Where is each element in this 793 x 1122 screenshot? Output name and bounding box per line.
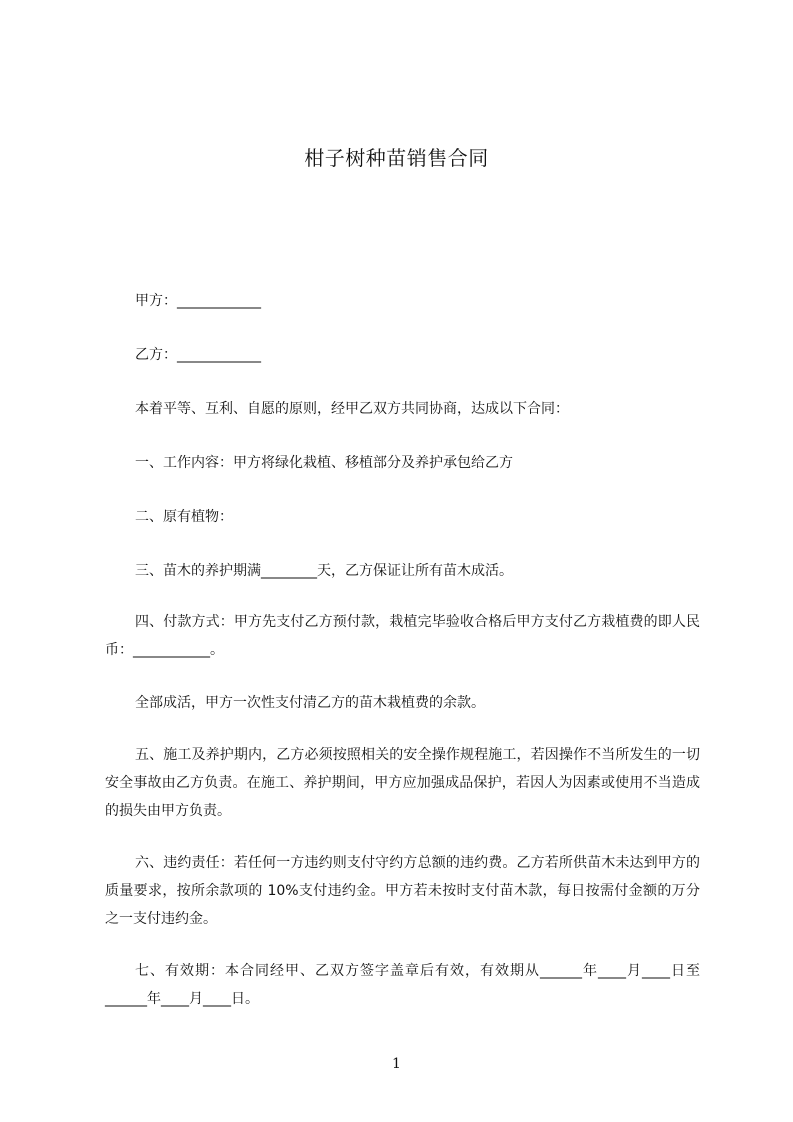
clause-1-paragraph: 一、工作内容：甲方将绿化栽植、移植部分及养护承包给乙方 [135, 455, 513, 471]
preamble-paragraph: 本着平等、互利、自愿的原则，经甲乙双方共同协商，达成以下合同： [135, 401, 569, 417]
party-b-line: 乙方：____________ [135, 347, 261, 363]
clause-3-paragraph: 三、苗木的养护期满________天，乙方保证让所有苗木成活。 [135, 563, 513, 579]
document-title: 柑子树种苗销售合同 [304, 146, 489, 170]
party-a-line: 甲方：____________ [135, 293, 261, 309]
clause-2-paragraph: 二、原有植物： [135, 509, 233, 525]
clause-4-paragraph: 四、付款方式：甲方先支付乙方预付款，栽植完毕验收合格后甲方支付乙方栽植费的即人民币：___________。 [105, 614, 700, 658]
clause-5-paragraph: 五、施工及养护期内，乙方必须按照相关的安全操作规程施工，若因操作不当所发生的一切安全事故由乙方负责。在施工、养护期间，甲方应加强成品保护，若因人为因素或使用不当造成的损失由甲方负责。 [105, 747, 700, 819]
page-number: 1 [392, 1056, 401, 1072]
clause-6-paragraph: 六、违约责任：若任何一方违约则支付守约方总额的违约费。乙方若所供苗木未达到甲方的质量要求，按所余款项的 10%支付违约金。甲方若未按时支付苗木款，每日按需付金额的万分之一支付违约金。 [105, 855, 700, 927]
clause-4-continuation: 全部成活，甲方一次性支付清乙方的苗木栽植费的余款。 [135, 695, 485, 711]
clause-7-paragraph: 七、有效期：本合同经甲、乙双方签字盖章后有效，有效期从______年____月____日至______年____月____日。 [105, 963, 700, 1007]
